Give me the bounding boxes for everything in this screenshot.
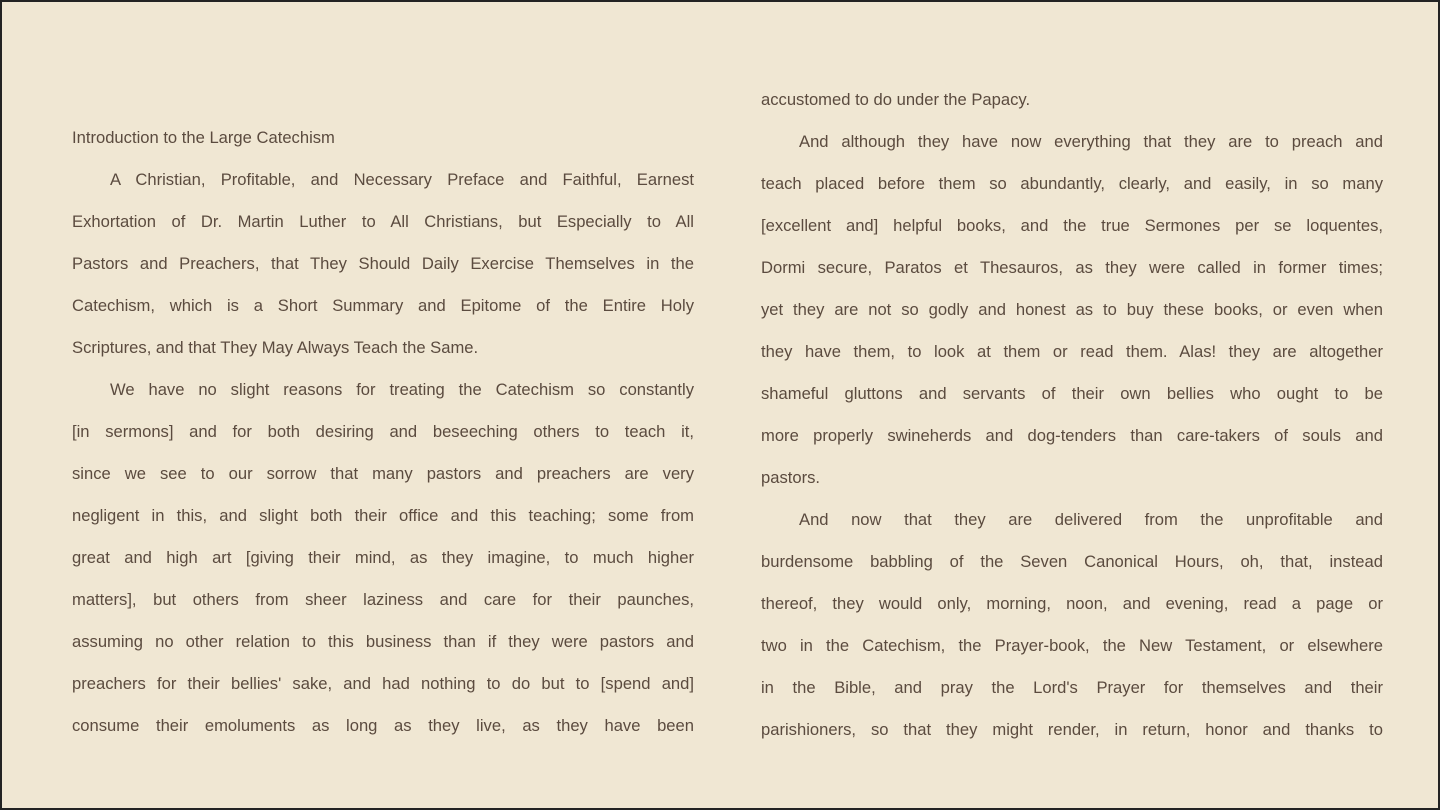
text-line: assuming no other relation to this business than if they were pastors and [72, 632, 694, 651]
text-line: Scriptures, and that They May Always Teach the Same. [72, 338, 479, 357]
text-line: Introduction to the Large Catechism [72, 128, 335, 147]
text-line: since we see to our sorrow that many pastors and preachers are very [72, 464, 694, 483]
text-line: And although they have now everything that they are to preach and [799, 132, 1383, 151]
text-line: teach placed before them so abundantly, clearly, and easily, in so many [761, 174, 1383, 193]
paragraph [761, 79, 1383, 121]
text-line: A Christian, Profitable, and Necessary Preface and Faithful, Earnest [110, 170, 694, 189]
text-line: negligent in this, and slight both their office and this teaching; some from [72, 506, 694, 525]
chapter-title [72, 117, 694, 159]
left-page [72, 117, 694, 747]
text-line: they have them, to look at them or read them. Alas! they are altogether [761, 342, 1383, 361]
text-line: yet they are not so godly and honest as to buy these books, or even when [761, 300, 1383, 319]
text-line: preachers for their bellies' sake, and had nothing to do but to [spend and] [72, 674, 694, 693]
paragraph [72, 159, 694, 369]
text-line: shameful gluttons and servants of their own bellies who ought to be [761, 384, 1383, 403]
text-line: Pastors and Preachers, that They Should Daily Exercise Themselves in the [72, 254, 694, 273]
paragraph [761, 499, 1383, 751]
text-line: more properly swineherds and dog-tenders than care-takers of souls and [761, 426, 1383, 445]
text-line: Dormi secure, Paratos et Thesauros, as they were called in former times; [761, 258, 1383, 277]
text-line: We have no slight reasons for treating the Catechism so constantly [110, 380, 694, 399]
text-line: [in sermons] and for both desiring and beseeching others to teach it, [72, 422, 694, 441]
text-line: burdensome babbling of the Seven Canonical Hours, oh, that, instead [761, 552, 1383, 571]
text-line: thereof, they would only, morning, noon, and evening, read a page or [761, 594, 1383, 613]
text-line: great and high art [giving their mind, as they imagine, to much higher [72, 548, 694, 567]
text-line: Exhortation of Dr. Martin Luther to All Christians, but Especially to All [72, 212, 694, 231]
text-line: And now that they are delivered from the unprofitable and [799, 510, 1383, 529]
text-line: accustomed to do under the Papacy. [761, 90, 1031, 109]
text-line: consume their emoluments as long as they live, as they have been [72, 716, 694, 735]
text-line: matters], but others from sheer laziness and care for their paunches, [72, 590, 694, 609]
right-page [761, 79, 1383, 751]
text-line: pastors. [761, 468, 821, 487]
paragraph [72, 369, 694, 747]
text-line: in the Bible, and pray the Lord's Prayer for themselves and their [761, 678, 1383, 697]
text-line: parishioners, so that they might render, in return, honor and thanks to [761, 720, 1383, 739]
paragraph [761, 121, 1383, 499]
text-line: [excellent and] helpful books, and the true Sermones per se loquentes, [761, 216, 1383, 235]
text-line: Catechism, which is a Short Summary and Epitome of the Entire Holy [72, 296, 694, 315]
text-line: two in the Catechism, the Prayer-book, the New Testament, or elsewhere [761, 636, 1383, 655]
